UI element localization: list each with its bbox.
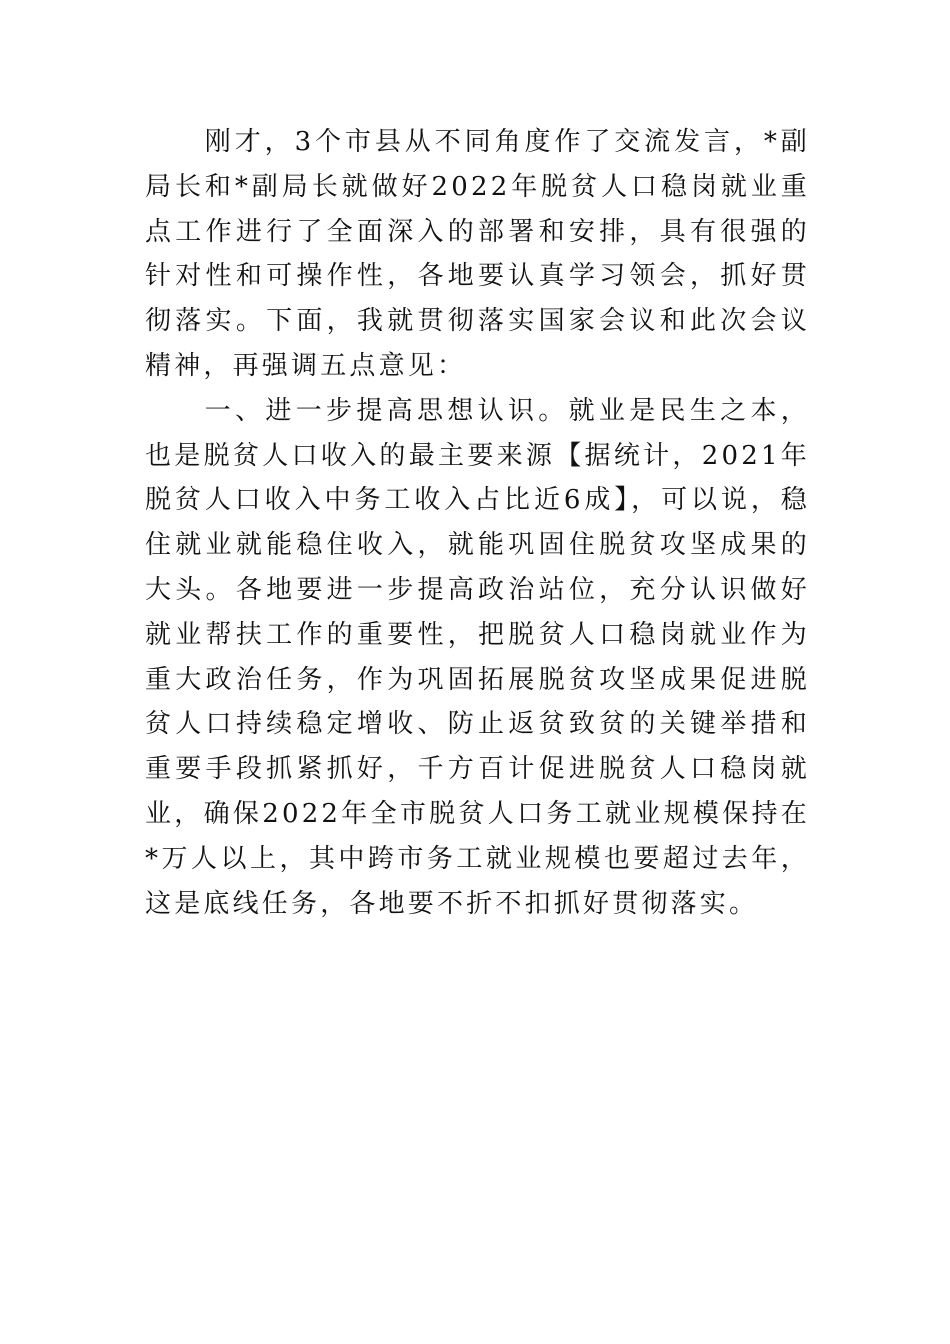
paragraph-point-one: 一、进一步提高思想认识。就业是民生之本，也是脱贫人口收入的最主要来源【据统计，2021年脱贫人口收入中务工收入占比近6成】，可以说，稳住就业就能稳住收入，就能巩固住脱贫攻坚成果的大头。各地要进一步提高政治站位，充分认识做好就业帮扶工作的重要性，把脱贫人口稳岗就业作为重大政治任务，作为巩固拓展脱贫攻坚成果促进脱贫人口持续稳定增收、防止返贫致贫的关键举措和重要手段抓紧抓好，千方百计促进脱贫人口稳岗就业，确保2022年全市脱贫人口务工就业规模保持在*万人以上，其中跨市务工就业规模也要超过去年，这是底线任务，各地要不折不扣抓好贯彻落实。 [145, 395, 810, 919]
document-body [145, 120, 810, 926]
paragraph-intro: 刚才，3个市县从不同角度作了交流发言，*副局长和*副局长就做好2022年脱贫人口稳岗就业重点工作进行了全面深入的部署和安排，具有很强的针对性和可操作性，各地要认真学习领会，抓好贯彻落实。下面，我就贯彻落实国家会议和此次会议精神，再强调五点意见： [145, 127, 810, 381]
